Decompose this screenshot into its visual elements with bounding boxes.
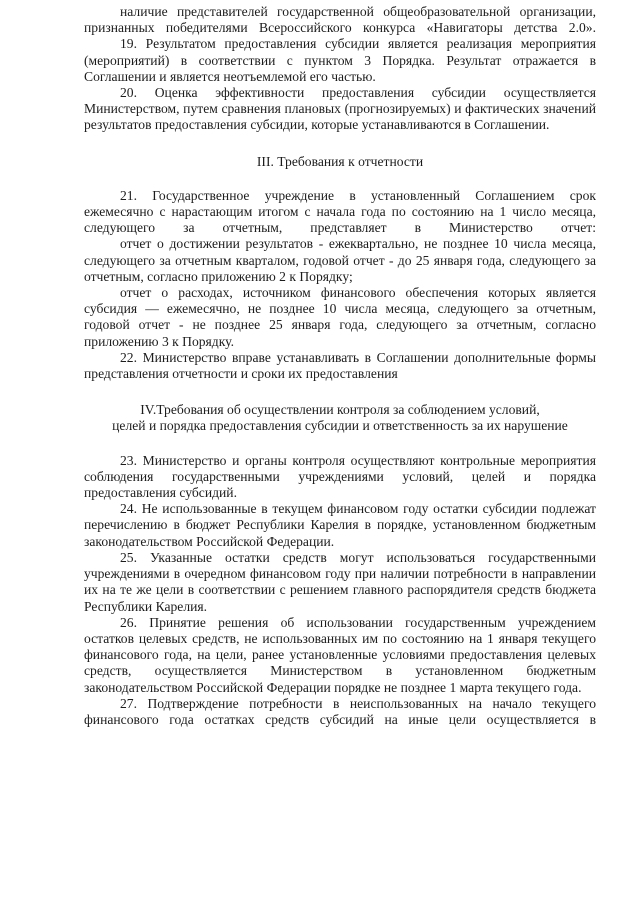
paragraph-24: 24. Не использованные в текущем финансовом году остатки субсидии подлежат перечислению в бюджет Республики Карелия в порядке, установленном бюджетным законодательством Российской Федерации. [84, 501, 596, 549]
paragraph-22: 22. Министерство вправе устанавливать в Соглашении дополнительные формы представления отчетности и сроки их предоставления [84, 349, 596, 382]
section-iv-heading [84, 402, 596, 434]
paragraph-26: 26. Принятие решения об использовании государственным учреждением остатков целевых средств, не использованных им по состоянию на 1 января текущего финансового года, на цели, ранее установленные условиями предоставления целевых средств, осуществляется Министерством в установленном бюджетным законодательством Российской Федерации порядке не позднее 1 марта текущего года. [84, 614, 596, 695]
paragraph-21: 21. Государственное учреждение в установленный Соглашением срок ежемесячно с нарастающим итогом с начала года по состоянию на 1 число месяца, следующего за отчетным, представляет в Министерство отчет: [84, 187, 596, 236]
document-page [84, 4, 596, 728]
paragraph-27: 27. Подтверждение потребности в неиспользованных на начало текущего финансового года остатках средств субсидий на иные цели осуществляется в [84, 695, 596, 727]
paragraph-20: 20. Оценка эффективности предоставления субсидии осуществляется Министерством, путем сравнения плановых (прогнозируемых) и фактических значений результатов предоставления субсидии, которые устанавливаются в Соглашении. [84, 85, 596, 133]
paragraph-25: 25. Указанные остатки средств могут использоваться государственными учреждениями в очередном финансовом году при наличии потребности в направлении их на те же цели в соответствии с решением главного распорядителя средств бюджета Республики Карелия. [84, 549, 596, 614]
section-iv-heading-line-1: IV.Требования об осуществлении контроля за соблюдением условий, [140, 402, 540, 418]
paragraph-18-continuation: наличие представителей государственной общеобразовательной организации, признанных победителями Всероссийского конкурса «Навигаторы детства 2.0». [84, 4, 596, 36]
paragraph-21-expense-report: отчет о расходах, источником финансового обеспечения которых является субсидия — ежемесячно, не позднее 10 числа месяца, следующего за отчетным, годовой отчет - не позднее 25 января года, следующего за отчетным, согласно приложению 3 к Порядку. [84, 285, 596, 349]
paragraph-19: 19. Результатом предоставления субсидии является реализация мероприятия (мероприятий) в соответствии с пунктом 3 Порядка. Результат отражается в Соглашении и является неотъемлемой его частью. [84, 36, 596, 84]
paragraph-23: 23. Министерство и органы контроля осуществляют контрольные мероприятия соблюдения государственными учреждениями условий, целей и порядка предоставления субсидий. [84, 452, 596, 501]
paragraph-21-achievement-report: отчет о достижении результатов - ежеквартально, не позднее 10 числа месяца, следующего за отчетным кварталом, годовой отчет - до 25 января года, следующего за отчетным, согласно приложению 2 к Порядку; [84, 236, 596, 284]
section-iii-heading: III. Требования к отчетности [256, 153, 424, 169]
section-iv-heading-line-2: целей и порядка предоставления субсидии и ответственность за их нарушение [112, 418, 568, 434]
